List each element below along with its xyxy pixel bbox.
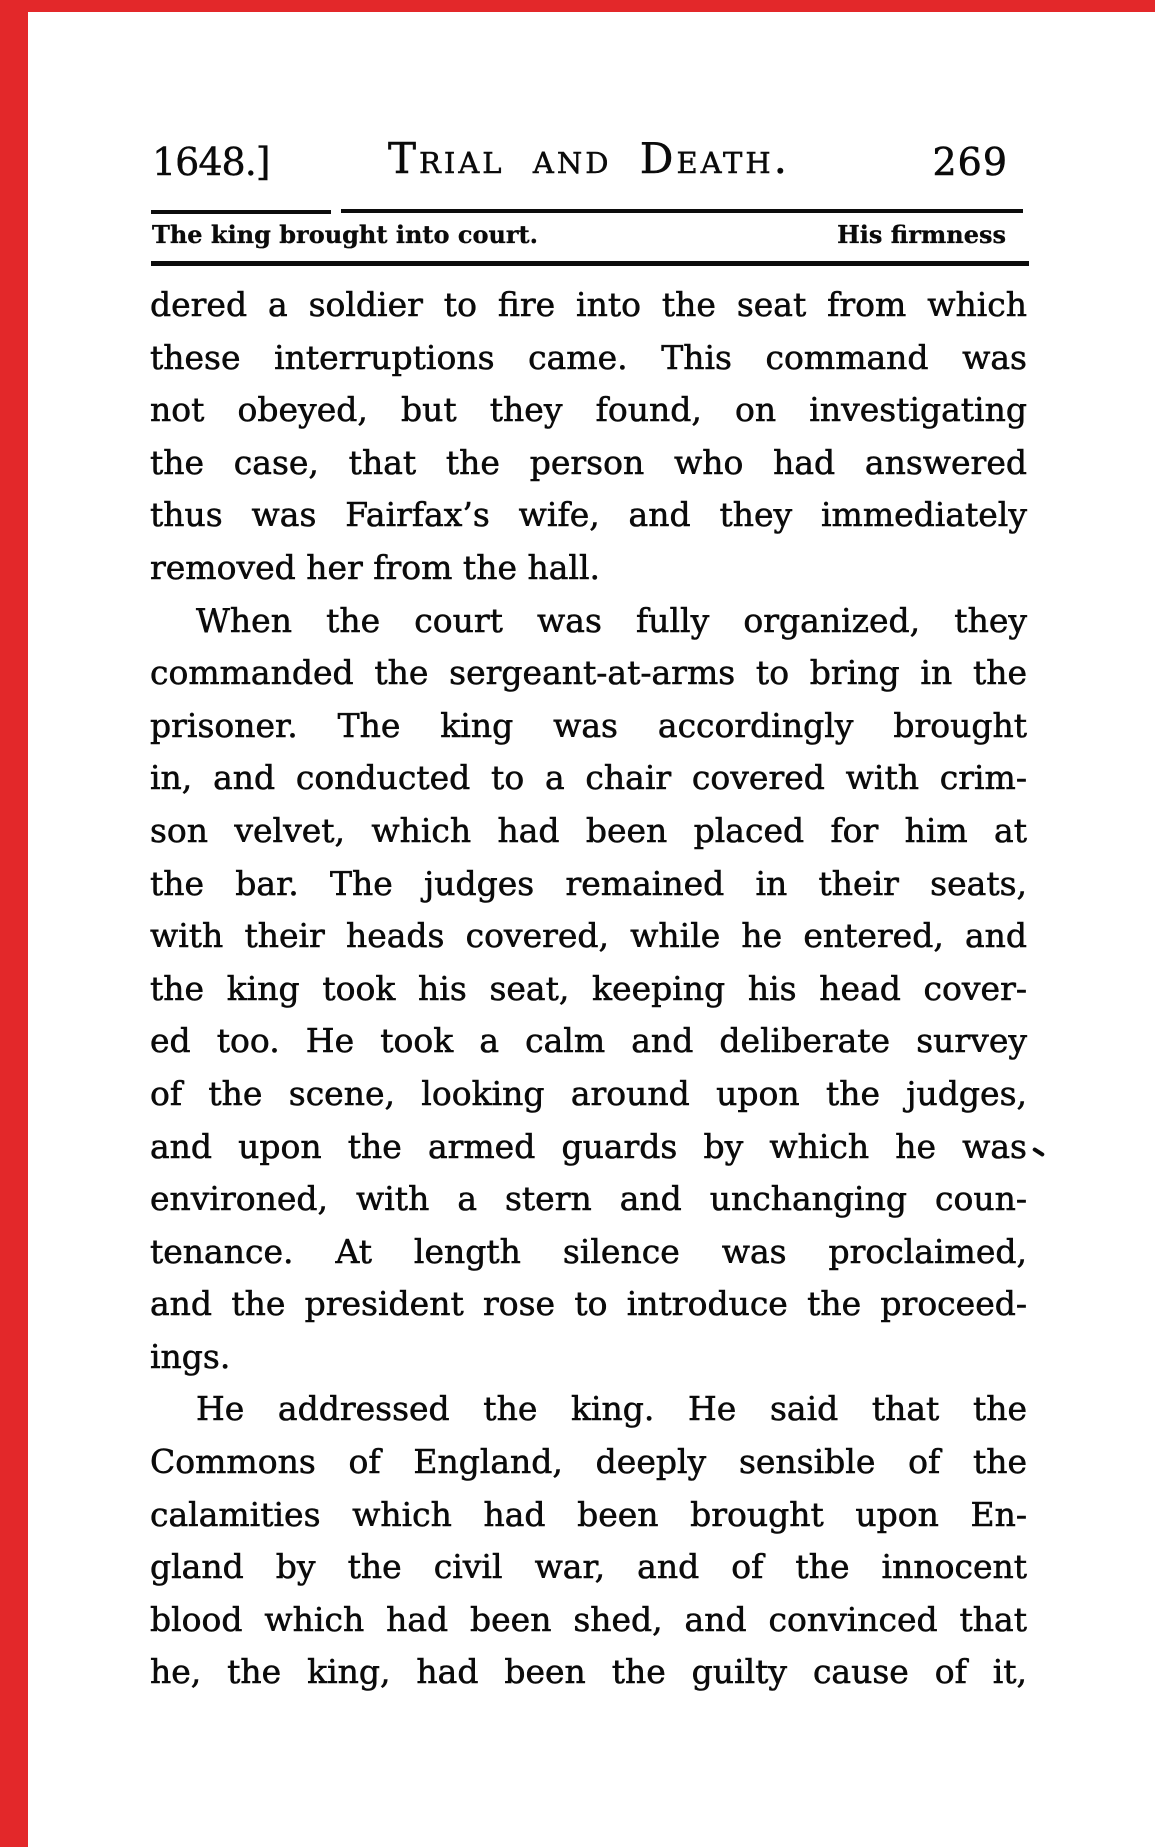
- text-line: in, and conducted to a chair covered with crim-: [150, 758, 1027, 798]
- page-number: 269: [932, 140, 1008, 184]
- running-head-left: The king brought into court.: [152, 220, 538, 249]
- page-title: Trial and Death.: [388, 134, 790, 183]
- text-line: commanded the sergeant-at-arms to bring in the: [150, 653, 1027, 693]
- text-line: removed her from the hall.: [150, 547, 600, 587]
- text-line: son velvet, which had been placed for him at: [150, 810, 1027, 850]
- text-line: prisoner. The king was accordingly brought: [150, 705, 1027, 745]
- text-line: with their heads covered, while he entered, and: [150, 916, 1027, 956]
- text-line: calamities which had been brought upon En-: [150, 1494, 1027, 1534]
- text-line: When the court was fully organized, they: [196, 600, 1027, 640]
- text-line: tenance. At length silence was proclaimed,: [150, 1231, 1027, 1271]
- text-line: ed too. He took a calm and deliberate survey: [150, 1021, 1027, 1061]
- text-line: and the president rose to introduce the proceed-: [150, 1284, 1027, 1324]
- text-line: blood which had been shed, and convinced that: [150, 1599, 1027, 1639]
- text-line: dered a soldier to fire into the seat from which: [150, 285, 1027, 324]
- header-rule-top-right-segment: [341, 209, 1023, 213]
- header-rule-bottom: [151, 261, 1029, 266]
- red-scan-edge-left: [0, 0, 28, 1847]
- text-line: the case, that the person who had answered: [150, 442, 1027, 482]
- text-line: the king took his seat, keeping his head cover-: [150, 968, 1027, 1008]
- text-line: of the scene, looking around upon the judges,: [150, 1073, 1027, 1113]
- text-line: Commons of England, deeply sensible of the: [150, 1442, 1027, 1482]
- header-rule-top-left-segment: [151, 210, 331, 214]
- text-line: ings.: [150, 1336, 231, 1376]
- text-line: and upon the armed guards by which he was: [150, 1126, 1027, 1166]
- text-line: thus was Fairfax’s wife, and they immediately: [150, 495, 1027, 535]
- text-line: gland by the civil war, and of the innocent: [150, 1547, 1027, 1587]
- text-line: He addressed the king. He said that the: [196, 1389, 1027, 1429]
- stray-scan-mark: [1032, 1147, 1045, 1157]
- text-line: environed, with a stern and unchanging coun-: [150, 1179, 1027, 1219]
- running-head-right: His firmness: [837, 220, 1006, 249]
- text-line: he, the king, had been the guilty cause of it,: [150, 1652, 1027, 1692]
- body-text: [150, 279, 1027, 1699]
- red-scan-edge-top: [0, 0, 1155, 12]
- text-line: these interruptions came. This command was: [150, 337, 1027, 377]
- text-line: the bar. The judges remained in their seats,: [150, 863, 1027, 903]
- running-heads: [152, 220, 1006, 249]
- text-line: not obeyed, but they found, on investigating: [150, 390, 1027, 430]
- header-year-label: 1648.]: [152, 140, 270, 184]
